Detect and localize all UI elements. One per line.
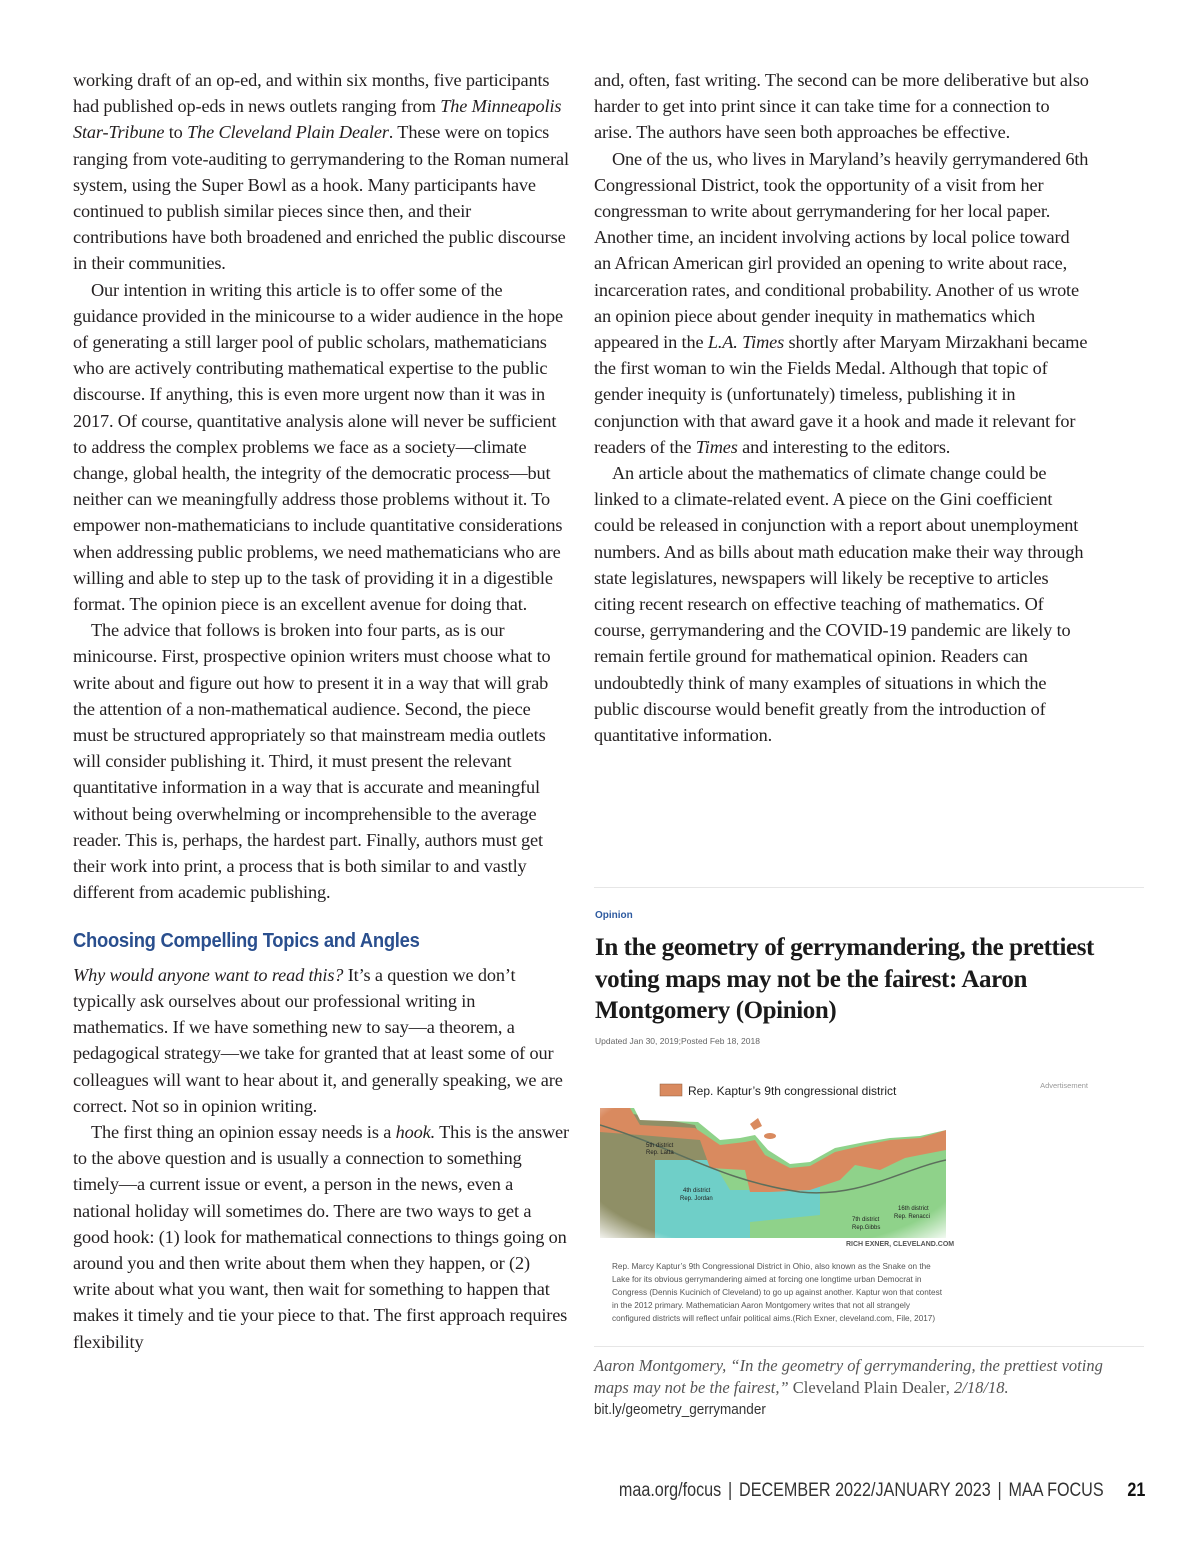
map-label: Rep. Renacci [894, 1214, 931, 1220]
map-label: 5th district [646, 1143, 674, 1149]
map-label: Rep. Latta [646, 1150, 674, 1156]
footer-site[interactable]: maa.org/focus [618, 1480, 721, 1501]
map-label: Rep.Gibbs [852, 1225, 881, 1231]
paragraph-text: working draft of an op-ed, and within six months, five participants had published op-eds in news outlets ranging from [73, 70, 550, 117]
paragraph-text: Our intention in writing this article is to offer some of the guidance provided in the minicourse to a wider audience in the hope of generating a still larger pool of public scholars, mathematicians who are actively contributing mathematical expertise to the public discourse. If anything, this is even more urgent now than it was in 2017. Of course, quantitative analysis alone will never be sufficient to address the complex problems we face as a society—climate change, global health, the integrity of the democratic process—but neither can we meaningfully address those problems without it. To empower non-mathematicians to include quantitative considerations when addressing public problems, we need mathematicians who are willing and able to step up to the task of providing it in a digestible format. The opinion piece is an excellent avenue for doing that. [73, 279, 563, 615]
left-paragraphs [73, 67, 569, 906]
footer-magazine: MAA FOCUS [1008, 1480, 1104, 1501]
body-paragraph [594, 67, 1090, 146]
paragraph-text: This is the answer to the above question and is usually a connection to something timely—a current issue or event, a person in the news, even a national holiday will sometimes do. There are two ways to get a good hook: (1) look for mathematical connections to things going on around you and then write about them when they happen, or (2) write about what you want, then wait for something to happen that makes it timely and tie your piece to that. The first approach requires flexibility [73, 1121, 569, 1352]
body-paragraph [594, 146, 1090, 460]
italic-text: Why would anyone want to read this? [73, 964, 344, 985]
paragraph-text: The advice that follows is broken into four parts, as is our minicourse. First, prospective opinion writers must choose what to write about and figure out how to present it in a way that will grab the attention of a non-mathematical audience. Second, the piece must be structured appropriately so that mainstream media outlets will consider publishing it. Third, it must present the relevant quantitative information in a way that is accurate and meaningful without being overwhelming or incomprehensible to the average reader. This is, perhaps, the hardest part. Finally, authors must get their work into print, a process that is both similar to and vastly different from academic publishing. [73, 620, 551, 903]
body-paragraph [73, 1119, 569, 1355]
body-paragraph [594, 460, 1090, 748]
paragraph-text: and, often, fast writing. The second can be more deliberative but also harder to get into print since it can take time for a connection to arise. The authors have seen both approaches be effective. [594, 70, 1089, 143]
paragraph-text: An article about the mathematics of climate change could be linked to a climate-related event. A piece on the Gini coefficient could be released in conjunction with a report about unemployment numbers. And as bills about math education make their way through state legislatures, newspapers will likely be receptive to articles citing recent research on effective teaching of mathematics. Of course, gerrymandering and the COVID-19 pandemic are likely to remain fertile ground for mathematical opinion. Readers can undoubtedly think of many examples of situations in which the public discourse would benefit greatly from the introduction of quantitative information. [594, 463, 1084, 746]
map-label: 4th district [683, 1188, 711, 1194]
figure-section-label: Opinion [595, 910, 633, 921]
body-paragraph [73, 617, 569, 905]
paragraph-text: . These were on topics ranging from vote-auditing to gerrymandering to the Roman numeral system, using the Super Bowl as a hook. Many participants have continued to publish similar pieces since then, and their contributions have both broadened and enriched the public discourse in their communities. [73, 122, 569, 274]
body-paragraph [73, 277, 569, 618]
map-caption: Rep. Marcy Kaptur’s 9th Congressional District in Ohio, also known as the Snake on the Lake for its obvious gerrymandering aimed at forcing one longtime urban Democrat in Congress (Dennis Kucinich of Cleveland) to go up against another. Kaptur won that contest in the 2012 primary. Mathematician Aaron Montgomery writes that not all strangely configured districts will reflect unfair political aims.(Rich Exner, cleveland.com, File, 2017) [612, 1262, 942, 1323]
figure-headline: In the geometry of gerrymandering, the prettiest voting maps may not be the fairest: Aaron Montgomery (Opinion) [595, 934, 1094, 1024]
italic-text: The Minneapolis Star-Tribune [73, 96, 562, 143]
italic-text: L.A. Times [707, 332, 785, 353]
map-label: 7th district [852, 1217, 880, 1223]
left-column [73, 67, 569, 1355]
citation-link[interactable]: bit.ly/geometry_gerrymander [594, 1401, 766, 1418]
citation-date: , 2/18/18. [945, 1378, 1009, 1397]
page-number: 21 [1127, 1480, 1145, 1501]
map-legend: Rep. Kaptur’s 9th congressional district [688, 1084, 897, 1098]
left-paragraphs-after-heading [73, 962, 569, 1355]
italic-text: hook. [395, 1121, 435, 1142]
italic-text: The Cleveland Plain Dealer [187, 122, 389, 143]
right-column [594, 67, 1090, 748]
italic-text: Times [695, 436, 738, 457]
paragraph-text: One of the us, who lives in Maryland’s heavily gerrymandered 6th Congressional District, took the opportunity of a visit from her congressman to write about gerrymandering for her local paper. Another time, an incident involving actions by local police toward an African American girl provided an opening to write about race, incarceration rates, and conditional probability. Another of us wrote an opinion piece about gender inequity in mathematics which appeared in the [594, 148, 1089, 353]
footer-issue: DECEMBER 2022/JANUARY 2023 [738, 1480, 991, 1501]
figure-dateline: Updated Jan 30, 2019;Posted Feb 18, 2018 [595, 1036, 760, 1046]
newspaper-screenshot-figure [594, 887, 1144, 1347]
footer-separator: | [997, 1480, 1002, 1501]
district-map [600, 1080, 946, 1240]
paragraph-text: The first thing an opinion essay needs is a [91, 1121, 396, 1142]
body-paragraph [73, 67, 569, 277]
body-paragraph [73, 962, 569, 1119]
paragraph-text: It’s a question we don’t typically ask ourselves about our professional writing in mathematics. If we have something new to say—a theorem, a pedagogical strategy—we take for granted that at least some of our colleagues will want to hear about it, and generally speaking, we are correct. Not so in opinion writing. [73, 964, 563, 1116]
paragraph-text: shortly after Maryam Mirzakhani became the first woman to win the Fields Medal. Although that topic of gender inequity is (unfortunately) timeless, publishing it in conjunction with that award gave it a hook and made it relevant for readers of the [594, 332, 1088, 457]
paragraph-text: and interesting to the editors. [737, 436, 951, 457]
citation-publication: Cleveland Plain Dealer [788, 1378, 946, 1397]
advertisement-label: Advertisement [1040, 1081, 1088, 1090]
figure-citation [594, 1355, 1114, 1421]
section-heading: Choosing Compelling Topics and Angles [73, 929, 420, 952]
citation-author: Aaron Montgomery, [594, 1356, 731, 1375]
paragraph-text: to [164, 122, 188, 143]
legend-swatch [660, 1084, 682, 1096]
footer-separator: | [727, 1480, 732, 1501]
page-footer [619, 1480, 1145, 1502]
right-paragraphs [594, 67, 1090, 748]
map-label: Rep. Jordan [680, 1196, 713, 1202]
map-label: 16th district [898, 1206, 929, 1212]
map-credit: RICH EXNER, CLEVELAND.COM [846, 1241, 955, 1248]
citation-title: “In the geometry of gerrymandering, the prettiest voting maps may not be the fairest,” [594, 1356, 1103, 1397]
